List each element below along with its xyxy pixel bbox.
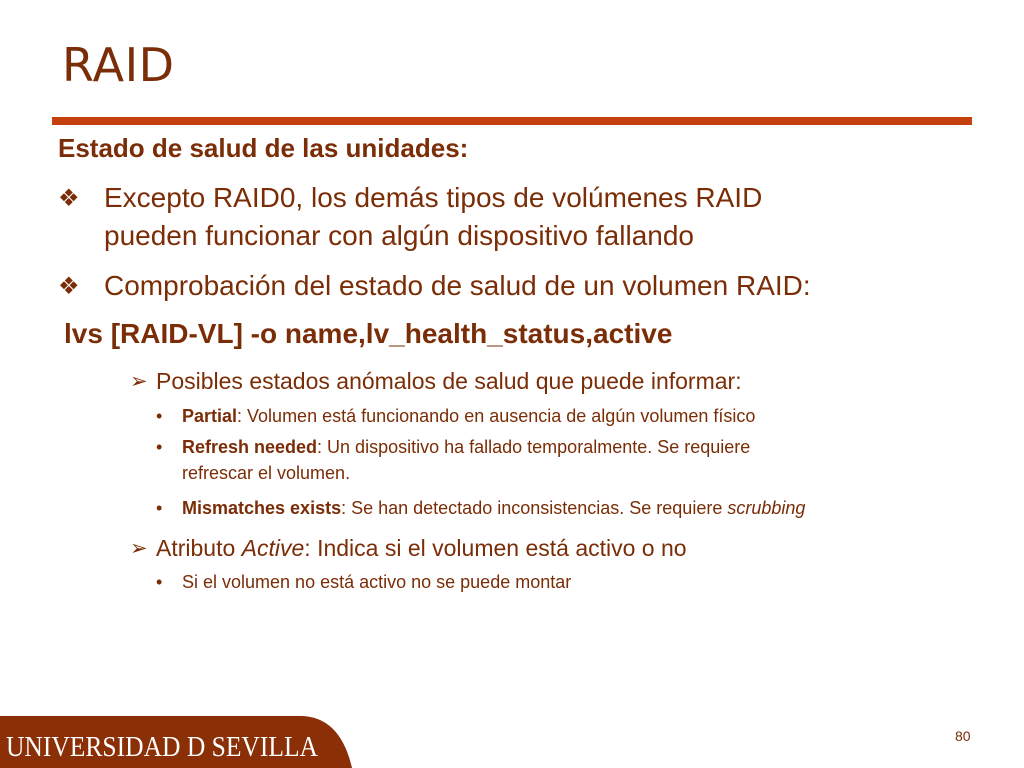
detail-item [156,406,996,430]
dot-icon: • [156,406,163,426]
detail-item [156,498,996,522]
page-number: 80 [955,728,971,744]
slide-title: RAID [62,38,175,92]
bullet-item [58,182,958,262]
status-desc-continued: refrescar el volumen. [182,463,351,483]
title-rule [52,117,972,125]
section-heading: Estado de salud de las unidades: [58,133,469,163]
attr-name: Active [241,535,305,561]
status-desc: : Se han detectado inconsistencias. Se requiere [341,498,728,518]
bullet-text: Excepto RAID0, los demás tipos de volúmenes RAID [104,182,763,213]
four-diamonds-icon: ❖ [58,273,80,300]
attr-pre: Atributo [156,535,242,561]
university-logo-text: UNIVERSIDAD D SEVILLA [6,731,319,763]
university-logo-band [0,716,352,768]
bullet-item [58,270,978,306]
detail-text: Si el volumen no está activo no se puede montar [182,572,572,592]
attr-post: : Indica si el volumen está activo o no [304,535,687,561]
detail-item [156,437,996,489]
dot-icon: • [156,498,163,518]
status-term: Partial [182,406,238,426]
sub-bullet-item [130,535,990,565]
command-line: lvs [RAID-VL] -o name,lv_health_status,active [64,318,673,349]
status-desc: : Volumen está funcionando en ausencia de algún volumen físico [237,406,756,426]
arrowhead-icon: ➢ [130,370,148,393]
status-desc-italic: scrubbing [727,498,806,518]
status-term: Refresh needed [182,437,318,457]
status-desc: : Un dispositivo ha fallado temporalmente. Se requiere [317,437,751,457]
bullet-text: Comprobación del estado de salud de un volumen RAID: [104,270,811,301]
sub-bullet-item [130,368,990,398]
detail-item [156,572,996,596]
bullet-text-continued: pueden funcionar con algún dispositivo fallando [104,220,694,251]
sub-bullet-text: Posibles estados anómalos de salud que puede informar: [156,368,742,394]
status-term: Mismatches exists [182,498,342,518]
dot-icon: • [156,437,163,457]
arrowhead-icon: ➢ [130,537,148,560]
four-diamonds-icon: ❖ [58,185,80,212]
dot-icon: • [156,572,163,592]
